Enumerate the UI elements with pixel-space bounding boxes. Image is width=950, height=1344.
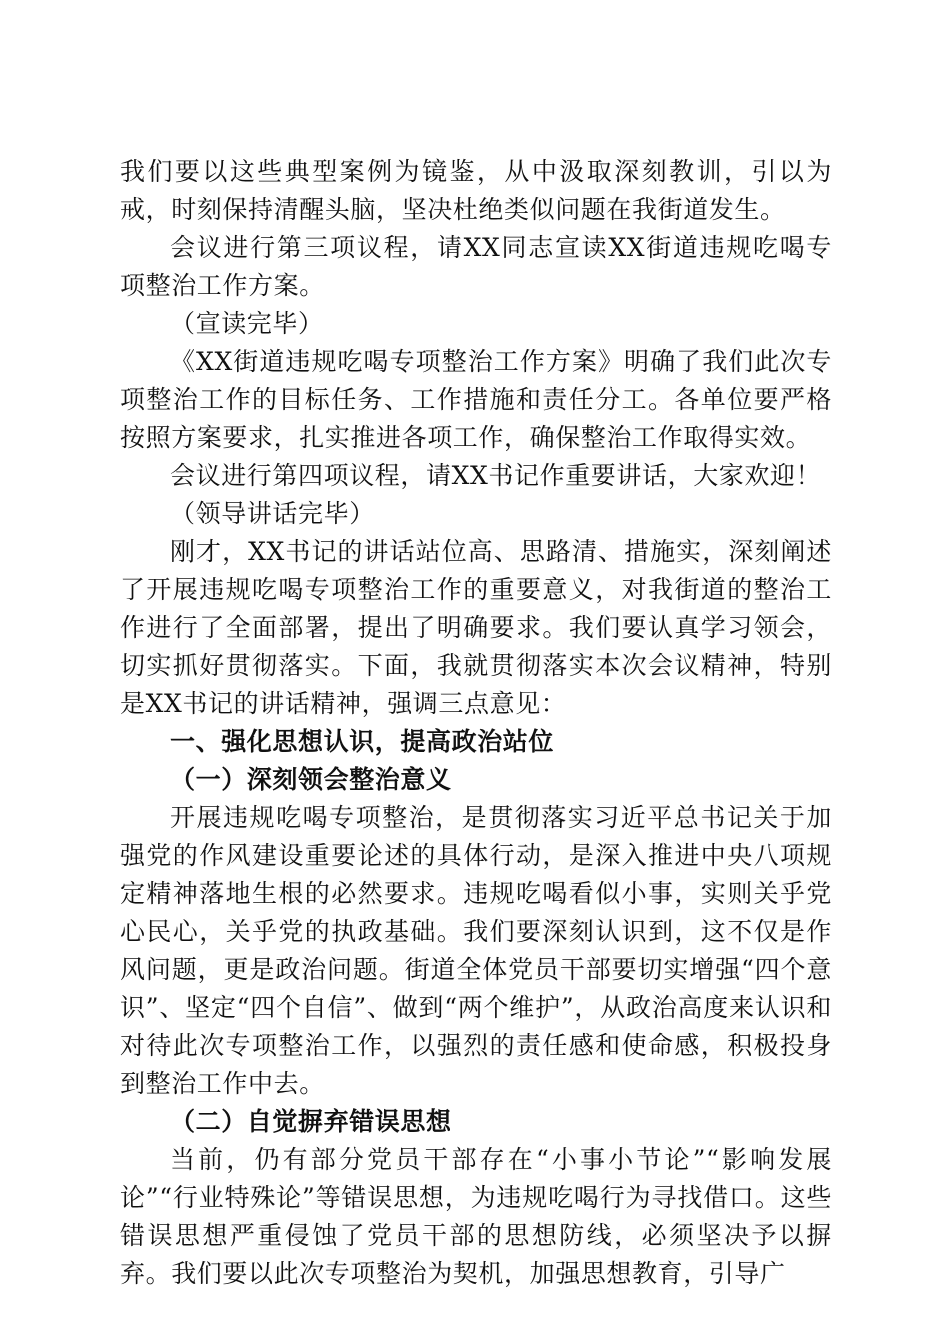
document-body [120,153,832,1293]
paragraph-rectification-significance: 开展违规吃喝专项整治，是贯彻落实习近平总书记关于加强党的作风建设重要论述的具体行动，是深入推进中央八项规定精神落地生根的必然要求。违规吃喝看似小事，实则关乎党心民心，关乎党的执政基础。我们要深刻认识到，这不仅是作风问题，更是政治问题。街道全体党员干部要切实增强“四个意识”、坚定“四个自信”、做到“两个维护”，从政治高度来认识和对待此次专项整治工作，以强烈的责任感和使命感，积极投身到整治工作中去。 [120,803,832,1098]
paragraph-speech-summary: 刚才，XX书记的讲话站位高、思路清、措施实，深刻阐述了开展违规吃喝专项整治工作的重要意义，对我街道的整治工作进行了全面部署，提出了明确要求。我们要认真学习领会，切实抓好贯彻落实。下面，我就贯彻落实本次会议精神，特别是XX书记的讲话精神，强调三点意见： [120,537,832,718]
paragraph-work-plan: 《XX街道违规吃喝专项整治工作方案》明确了我们此次专项整治工作的目标任务、工作措施和责任分工。各单位要严格按照方案要求，扎实推进各项工作，确保整治工作取得实效。 [120,347,832,452]
subsection-heading-one: （一）深刻领会整治意义 [170,765,452,794]
subsection-heading-two: （二）自觉摒弃错误思想 [170,1107,452,1136]
paragraph-speech-finished: （领导讲话完毕） [170,499,375,528]
section-heading-one: 一、强化思想认识，提高政治站位 [170,727,555,756]
paragraph-agenda-four: 会议进行第四项议程，请XX书记作重要讲话，大家欢迎！ [170,461,822,490]
paragraph-agenda-three: 会议进行第三项议程，请XX同志宣读XX街道违规吃喝专项整治工作方案。 [120,233,832,300]
paragraph-wrong-thinking: 当前，仍有部分党员干部存在“小事小节论”“影响发展论”“行业特殊论”等错误思想，为违规吃喝行为寻找借口。这些错误思想严重侵蚀了党员干部的思想防线，必须坚决予以摒弃。我们要以此次专项整治为契机，加强思想教育，引导广 [120,1145,832,1288]
paragraph-reading-finished: （宣读完毕） [170,309,324,338]
paragraph-case-lesson: 我们要以这些典型案例为镜鉴，从中汲取深刻教训，引以为戒，时刻保持清醒头脑，坚决杜绝类似问题在我街道发生。 [120,157,832,224]
